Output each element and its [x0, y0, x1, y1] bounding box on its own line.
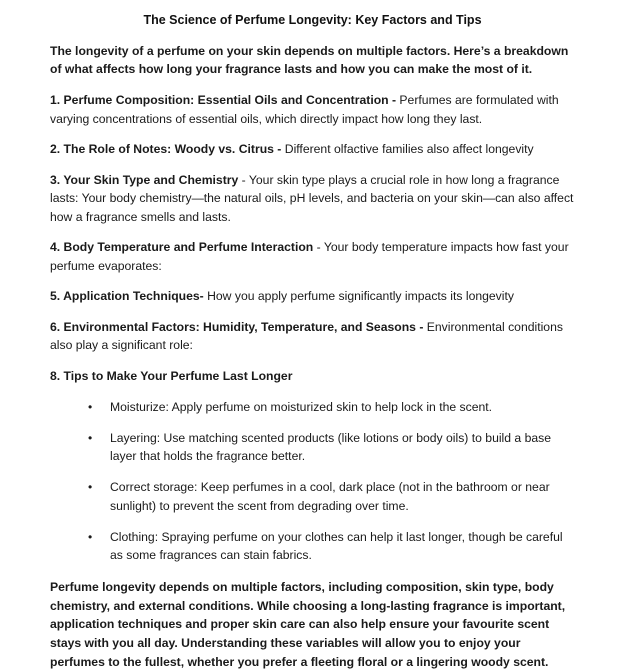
tips-heading-label: 8. Tips to Make Your Perfume Last Longer: [50, 368, 293, 383]
section-5-lead: 5. Application Techniques-: [50, 289, 204, 304]
section-2: [50, 140, 575, 159]
tips-list: [50, 398, 575, 565]
section-3: [50, 171, 575, 227]
section-2-lead: 2. The Role of Notes: Woody vs. Citrus -: [50, 142, 282, 157]
list-item: • Correct storage: Keep perfumes in a cool, dark place (not in the bathroom or near sunlight) to prevent the scent from degrading over time.: [88, 478, 575, 515]
intro-paragraph: The longevity of a perfume on your skin depends on multiple factors. Here’s a breakdown of what affects how long your fragrance lasts and how you can make the most of it.: [50, 43, 569, 77]
section-5-body: How you apply perfume significantly impacts its longevity: [203, 289, 514, 304]
section-1-body: Perfumes are formulated with varying concentrations of essential oils, which directly impact how long they last.: [50, 92, 559, 126]
section-2-body: Different olfactive families also affect longevity: [281, 142, 534, 157]
section-3-lead: 3. Your Skin Type and Chemistry: [50, 172, 239, 187]
section-1-lead: 1. Perfume Composition: Essential Oils and Concentration -: [50, 92, 397, 107]
section-4-body: - Your body temperature impacts how fast your perfume evaporates:: [50, 240, 569, 273]
tips-heading: [50, 367, 575, 386]
section-1: [50, 91, 575, 128]
section-4: [50, 238, 575, 275]
section-6-lead: 6. Environmental Factors: Humidity, Temperature, and Seasons -: [50, 319, 424, 334]
section-5: [50, 287, 575, 306]
page-title: The Science of Perfume Longevity: Key Factors and Tips: [143, 13, 482, 27]
closing-paragraph: Perfume longevity depends on multiple factors, including composition, skin type, body chemistry, and external conditions. While choosing a long-lasting fragrance is important, application techniques and proper skin care can also help ensure your favourite scent stays with you all day. Understanding these variables will allow you to enjoy your perfumes to the fullest, whether you prefer a fleeting floral or a lingering woody scent.: [50, 579, 566, 670]
section-6-body: Environmental conditions also play a significant role:: [50, 319, 563, 353]
section-6: [50, 318, 575, 355]
list-item: • Layering: Use matching scented products (like lotions or body oils) to build a base layer that holds the fragrance better.: [88, 429, 575, 466]
section-3-body: - Your skin type plays a crucial role in how long a fragrance lasts: Your body chemistry—the natural oils, pH levels, and bacteria on your skin—can also affect how a fragrance smells and lasts.: [50, 172, 574, 224]
list-item: • Moisturize: Apply perfume on moisturized skin to help lock in the scent.: [88, 398, 575, 416]
list-item: • Clothing: Spraying perfume on your clothes can help it last longer, though be careful as some fragrances can stain fabrics.: [88, 528, 575, 565]
section-4-lead: 4. Body Temperature and Perfume Interaction: [50, 240, 314, 255]
